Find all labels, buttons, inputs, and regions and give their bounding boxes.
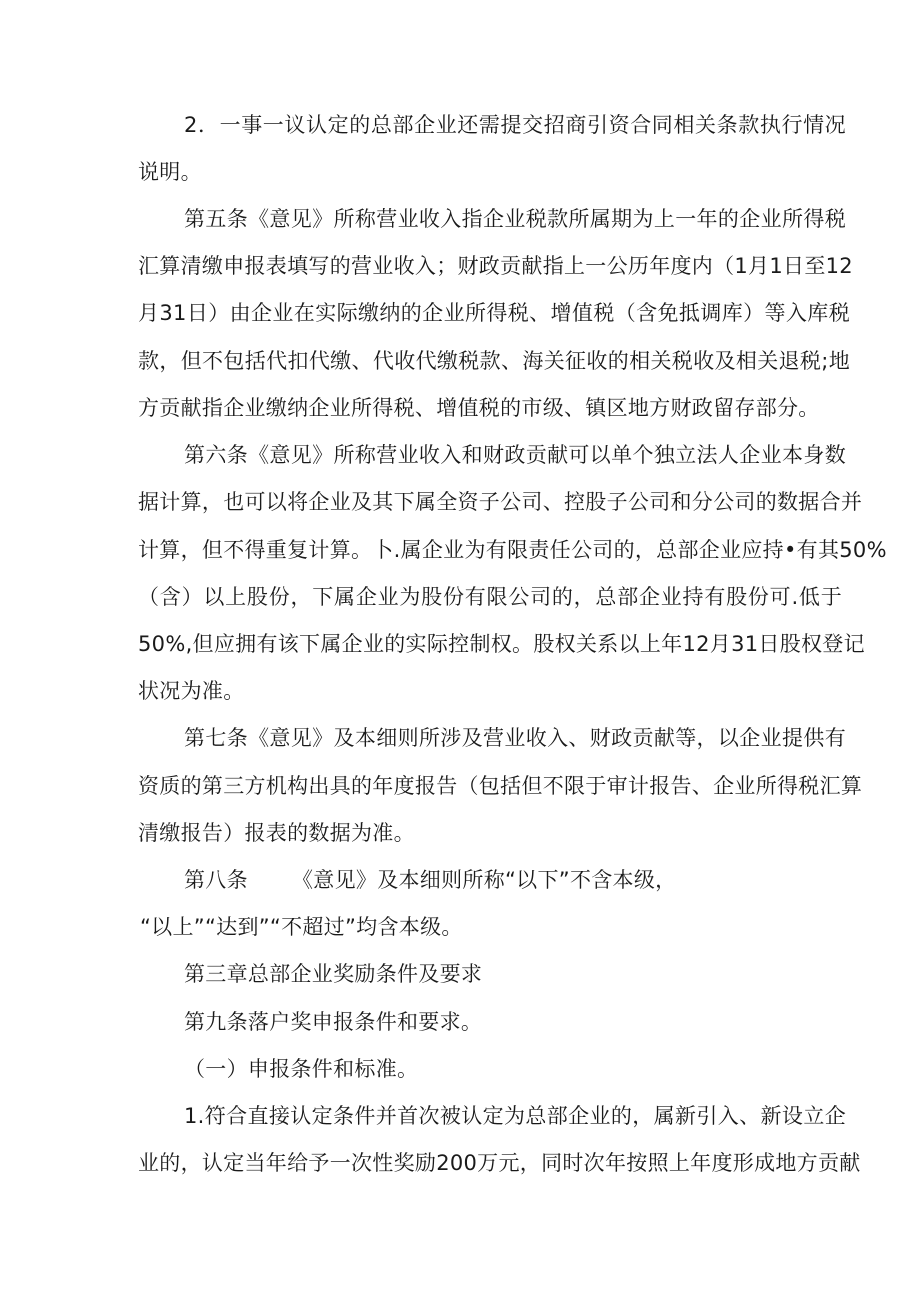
text-line-item-1-start: 1.符合直接认定条件并首次被认定为总部企业的，属新引入、新设立企 [184, 1104, 846, 1128]
text-line-article-5-cont-2: 月31日）由企业在实际缴纳的企业所得税、增值税（含免抵调库）等入库税 [138, 301, 850, 325]
chapter-3-heading: 第三章总部企业奖励条件及要求 [184, 962, 483, 986]
text-line-article-8-label: 第八条 [184, 868, 248, 892]
text-line-article-8-end: “以上”“达到”“不超过”均含本级。 [140, 915, 463, 939]
text-line-article-6-cont-2: 计算，但不得重复计算。卜.属企业为有限责任公司的，总部企业应持•有其50% [138, 538, 887, 562]
text-line-article-5-end: 方贡献指企业缴纳企业所得税、增值税的市级、镇区地方财政留存部分。 [138, 396, 820, 420]
text-line-article-5-cont-1: 汇算清缴申报表填写的营业收入；财政贡献指上一公历年度内（1月1日至12 [138, 254, 853, 278]
text-line-article-7-end: 清缴报告）报表的数据为准。 [138, 821, 415, 845]
text-line-article-8-text: 《意见》及本细则所称“以下”不含本级， [292, 868, 677, 892]
text-line-article-5-start: 第五条《意见》所称营业收入指企业税款所属期为上一年的企业所得税 [184, 207, 846, 231]
text-line-article-9: 第九条落户奖申报条件和要求。 [184, 1010, 483, 1034]
text-line-item-1-cont: 业的，认定当年给予一次性奖励200万元，同时次年按照上年度形成地方贡献 [138, 1151, 861, 1175]
text-line-article-6-cont-1: 据计算，也可以将企业及其下属全资子公司、控股子公司和分公司的数据合并 [138, 490, 863, 514]
text-line-item-2-cont: 2．一事一议认定的总部企业还需提交招商引资合同相关条款执行情况 [184, 113, 846, 137]
text-line-article-6-start: 第六条《意见》所称营业收入和财政贡献可以单个独立法人企业本身数 [184, 443, 846, 467]
text-line-article-6-end: 状况为准。 [138, 679, 245, 703]
text-line-article-6-cont-3: （含）以上股份，下属企业为股份有限公司的，总部企业持有股份可.低于 [138, 585, 842, 609]
text-line-article-6-cont-4: 50%,但应拥有该下属企业的实际控制权。股权关系以上年12月31日股权登记 [138, 632, 865, 656]
text-line-article-5-cont-3: 款，但不包括代扣代缴、代收代缴税款、海关征收的相关税收及相关退税;地 [138, 349, 850, 373]
text-line-article-7-start: 第七条《意见》及本细则所涉及营业收入、财政贡献等，以企业提供有 [184, 726, 846, 750]
text-line-item-2-end: 说明。 [138, 160, 202, 184]
text-line-section-1-heading: （一）申报条件和标准。 [184, 1057, 419, 1081]
text-line-article-7-cont: 资质的第三方机构出具的年度报告（包括但不限于审计报告、企业所得税汇算 [138, 774, 863, 798]
